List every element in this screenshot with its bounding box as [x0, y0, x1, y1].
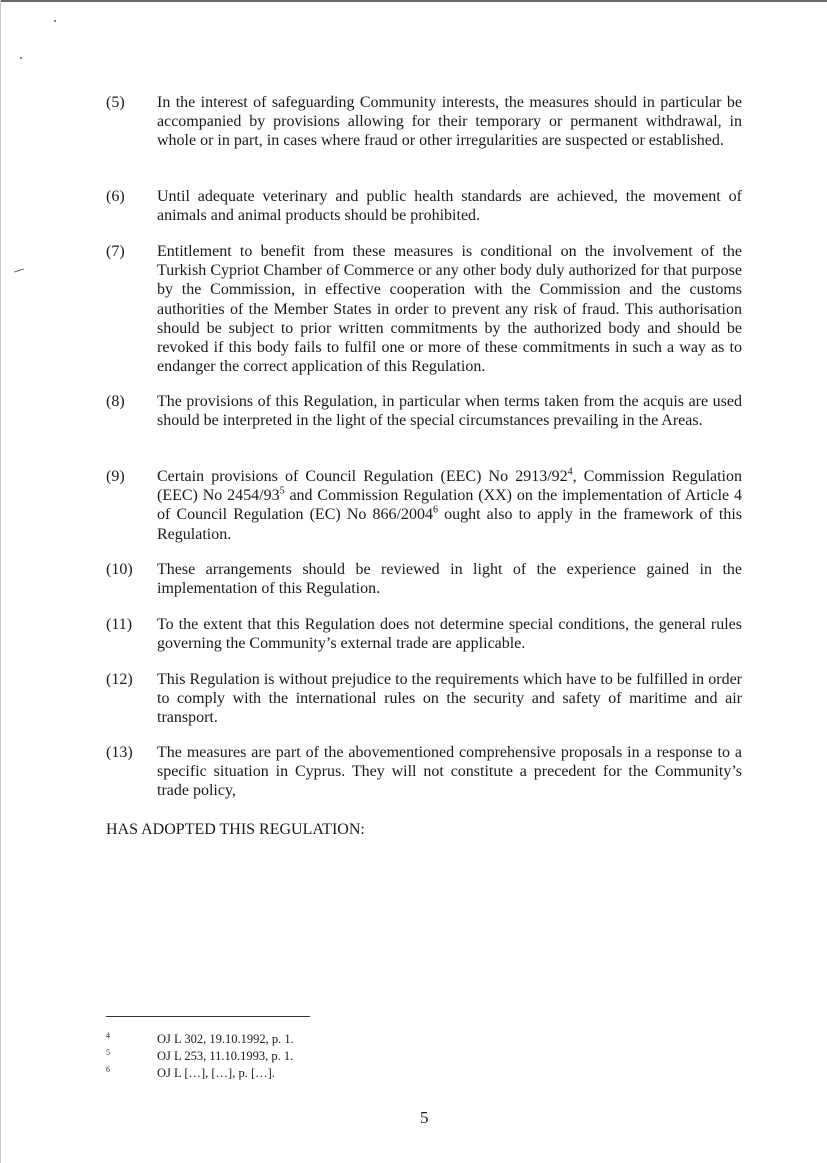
scan-speck [14, 268, 24, 272]
footnote-ref-6: 6 [432, 505, 438, 517]
page-number: 5 [420, 1108, 429, 1127]
recital-number: (10) [106, 561, 133, 578]
footnote-ref-4: 4 [567, 466, 573, 478]
footnote-text: OJ L […], […], p. […]. [157, 1066, 275, 1080]
recital-number: (9) [106, 468, 125, 485]
footnote-mark: 4 [106, 1031, 110, 1040]
recital-text [157, 467, 742, 544]
recital-text: In the interest of safeguarding Community interests, the measures should in particular be accompanied by provisions allowing for their temporary or permanent withdrawal, in whole or in part, in cases where fraud or other irregularities are suspected or established. [157, 94, 742, 150]
recital-text-part: , Commission Regulation (EEC) No 2454/93 [157, 468, 743, 505]
footnote-mark: 5 [106, 1048, 110, 1057]
scan-speck [54, 20, 56, 22]
recital-text-part: Certain provisions of Council Regulation (EEC) No 2913/92 [157, 468, 568, 485]
recital-number: (6) [106, 188, 125, 205]
recital-text: The provisions of this Regulation, in particular when terms taken from the acquis are used should be interpreted in the light of the special circumstances prevailing in the Areas. [157, 393, 742, 430]
recital-text-part: and Commission Regulation (XX) on the implementation of Article 4 of Council Regulation (EC) No 866/2004 [157, 487, 742, 524]
adoption-statement: HAS ADOPTED THIS REGULATION: [106, 821, 365, 838]
footnote-ref-5: 5 [279, 485, 285, 497]
recital-number: (13) [106, 744, 133, 761]
recital-number: (12) [106, 671, 133, 688]
footnote-mark: 6 [106, 1065, 110, 1074]
footnote-text: OJ L 253, 11.10.1993, p. 1. [157, 1049, 294, 1063]
scan-top-border [0, 0, 827, 2]
recital-text: The measures are part of the abovementioned comprehensive proposals in a response to a specific situation in Cyprus. They will not constitute a precedent for the Community’s trade policy, [157, 744, 742, 800]
recital-text: This Regulation is without prejudice to the requirements which have to be fulfilled in order to comply with the international rules on the security and safety of maritime and air transport. [157, 671, 742, 727]
footnote-separator [106, 1016, 310, 1017]
footnote-text: OJ L 302, 19.10.1992, p. 1. [157, 1032, 294, 1046]
recital-number: (11) [106, 616, 133, 633]
recital-number: (7) [106, 243, 125, 260]
recital-number: (5) [106, 94, 125, 111]
recital-text: These arrangements should be reviewed in light of the experience gained in the implementation of this Regulation. [157, 561, 742, 598]
scan-speck [20, 57, 22, 59]
recital-text: Entitlement to benefit from these measures is conditional on the involvement of the Turkish Cypriot Chamber of Commerce or any other body duly authorized for that purpose by the Commission, in effective cooperation with the Commission and the customs authorities of the Member States in order to prevent any risk of fraud. This authorisation should be subject to prior written commitments by the authorized body and should be revoked if this body fails to fulfil one or more of these commitments in such a way as to endanger the correct application of this Regulation. [157, 243, 742, 376]
recital-text: To the extent that this Regulation does not determine special conditions, the general rules governing the Community’s external trade are applicable. [157, 616, 742, 653]
recital-text: Until adequate veterinary and public health standards are achieved, the movement of animals and animal products should be prohibited. [157, 188, 742, 225]
recital-number: (8) [106, 393, 125, 410]
recital-text-part: ought also to apply in the framework of this Regulation. [157, 506, 742, 543]
scan-left-border [0, 0, 1, 1163]
